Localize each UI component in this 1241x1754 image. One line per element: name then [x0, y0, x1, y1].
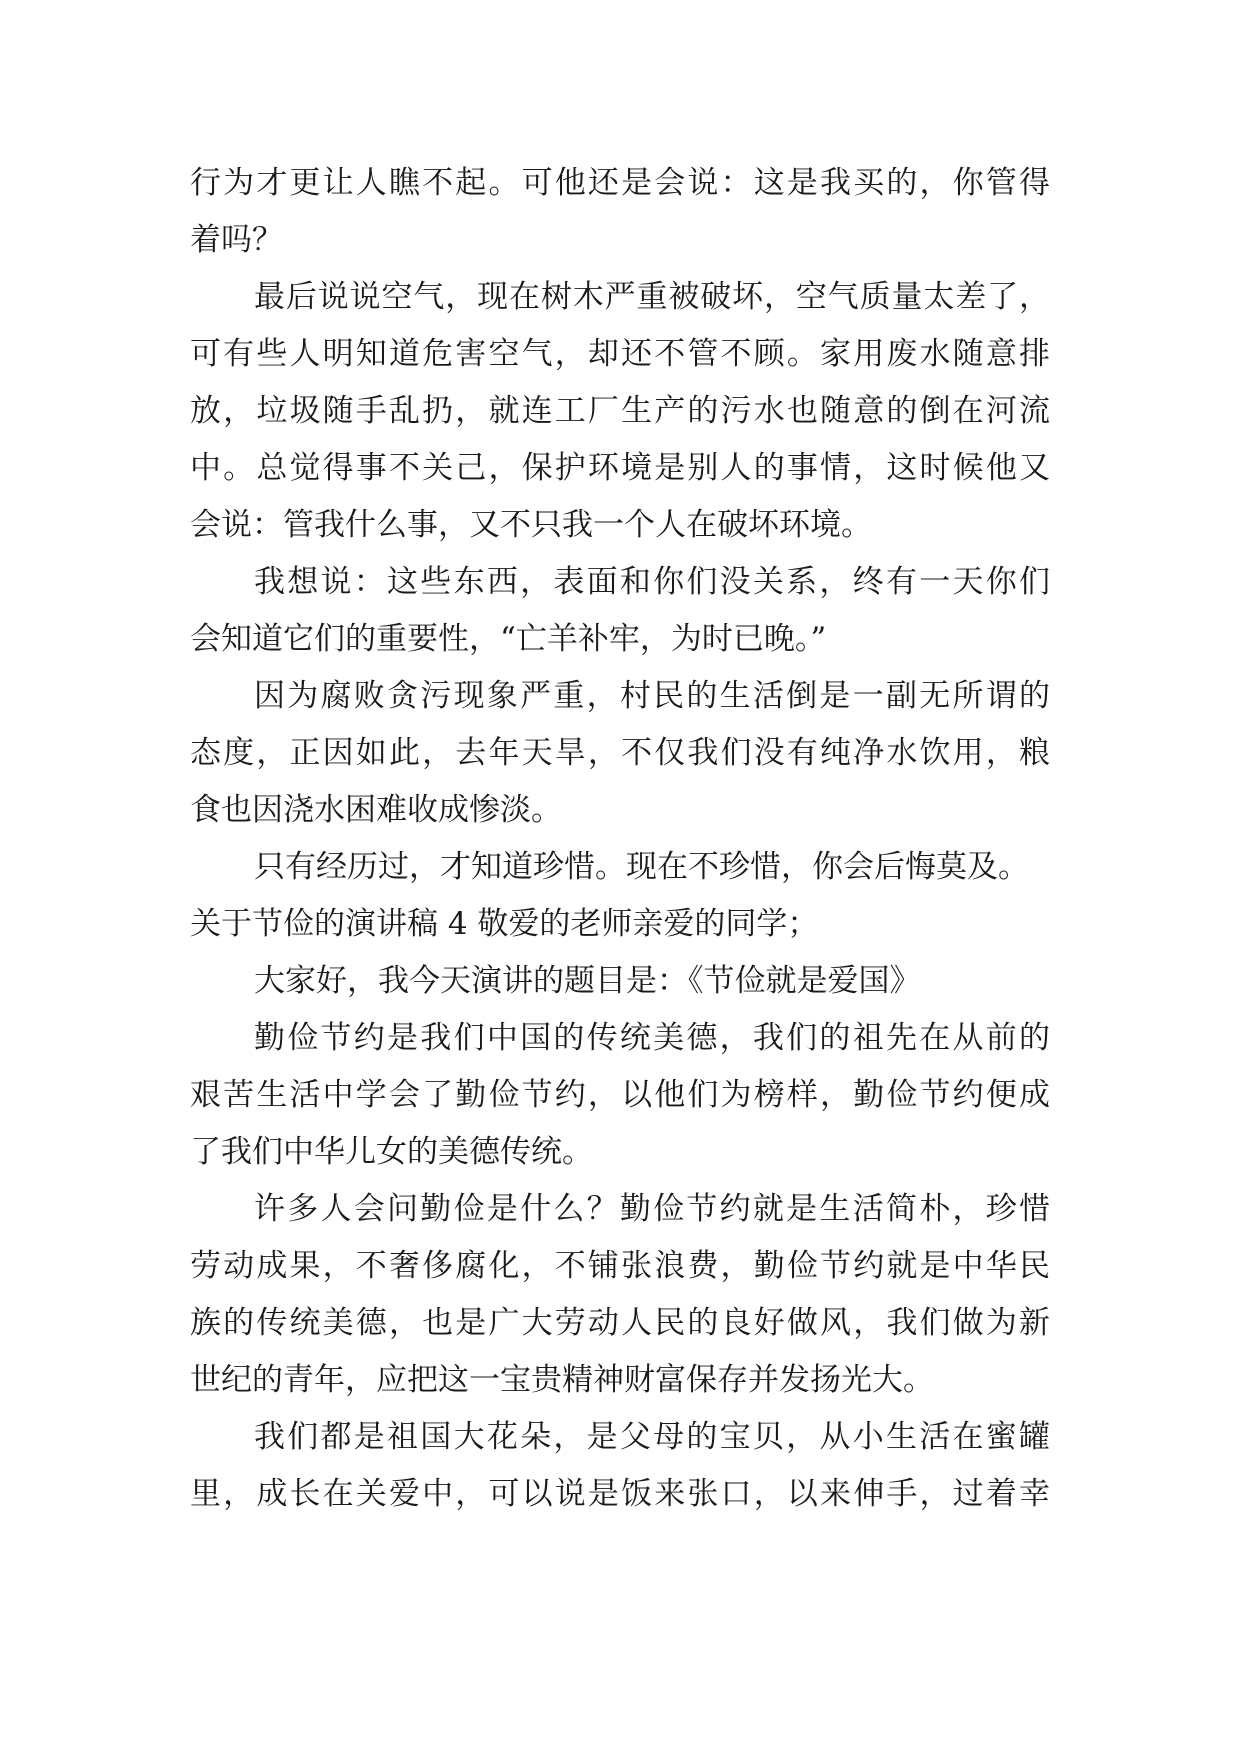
text-line: 着吗？ — [190, 222, 283, 258]
text-line: 行为才更让人瞧不起。可他还是会说：这是我买的，你管得 — [190, 165, 1050, 201]
text-line: 劳动成果，不奢侈腐化，不铺张浪费，勤俭节约就是中华民 — [190, 1248, 1050, 1284]
text-line: 世纪的青年，应把这一宝贵精神财富保存并发扬光大。 — [190, 1362, 934, 1398]
text-line: 因为腐败贪污现象严重，村民的生活倒是一副无所谓的 — [254, 678, 1050, 714]
text-line: 会知道它们的重要性，“亡羊补牢，为时已晚。” — [190, 621, 827, 657]
text-line: 勤俭节约是我们中国的传统美德，我们的祖先在从前的 — [254, 1020, 1050, 1056]
text-line: 会说：管我什么事，又不只我一个人在破坏环境。 — [190, 507, 872, 543]
text-line: 放，垃圾随手乱扔，就连工厂生产的污水也随意的倒在河流 — [190, 393, 1050, 429]
text-line: 里，成长在关爱中，可以说是饭来张口，以来伸手，过着幸 — [190, 1476, 1050, 1512]
text-line: 食也因浇水困难收成惨淡。 — [190, 792, 562, 828]
text-line: 只有经历过，才知道珍惜。现在不珍惜，你会后悔莫及。 — [254, 849, 1029, 885]
text-line: 大家好，我今天演讲的题目是：《节俭就是爱国》 — [254, 963, 921, 999]
text-line: 最后说说空气，现在树木严重被破坏，空气质量太差了， — [254, 279, 1050, 315]
text-line: 了我们中华儿女的美德传统。 — [190, 1134, 593, 1170]
text-line: 态度，正因如此，去年天旱，不仅我们没有纯净水饮用，粮 — [190, 735, 1050, 771]
text-line: 中。总觉得事不关己，保护环境是别人的事情，这时候他又 — [190, 450, 1050, 486]
text-line: 许多人会问勤俭是什么？勤俭节约就是生活简朴，珍惜 — [254, 1191, 1050, 1227]
text-line: 我想说：这些东西，表面和你们没关系，终有一天你们 — [254, 564, 1050, 600]
section-heading: 关于节俭的演讲稿 4 敬爱的老师亲爱的同学； — [190, 906, 819, 942]
text-line: 艰苦生活中学会了勤俭节约，以他们为榜样，勤俭节约便成 — [190, 1077, 1050, 1113]
text-line: 我们都是祖国大花朵，是父母的宝贝，从小生活在蜜罐 — [254, 1419, 1050, 1455]
text-line: 族的传统美德，也是广大劳动人民的良好做风，我们做为新 — [190, 1305, 1050, 1341]
text-line: 可有些人明知道危害空气，却还不管不顾。家用废水随意排 — [190, 336, 1050, 372]
